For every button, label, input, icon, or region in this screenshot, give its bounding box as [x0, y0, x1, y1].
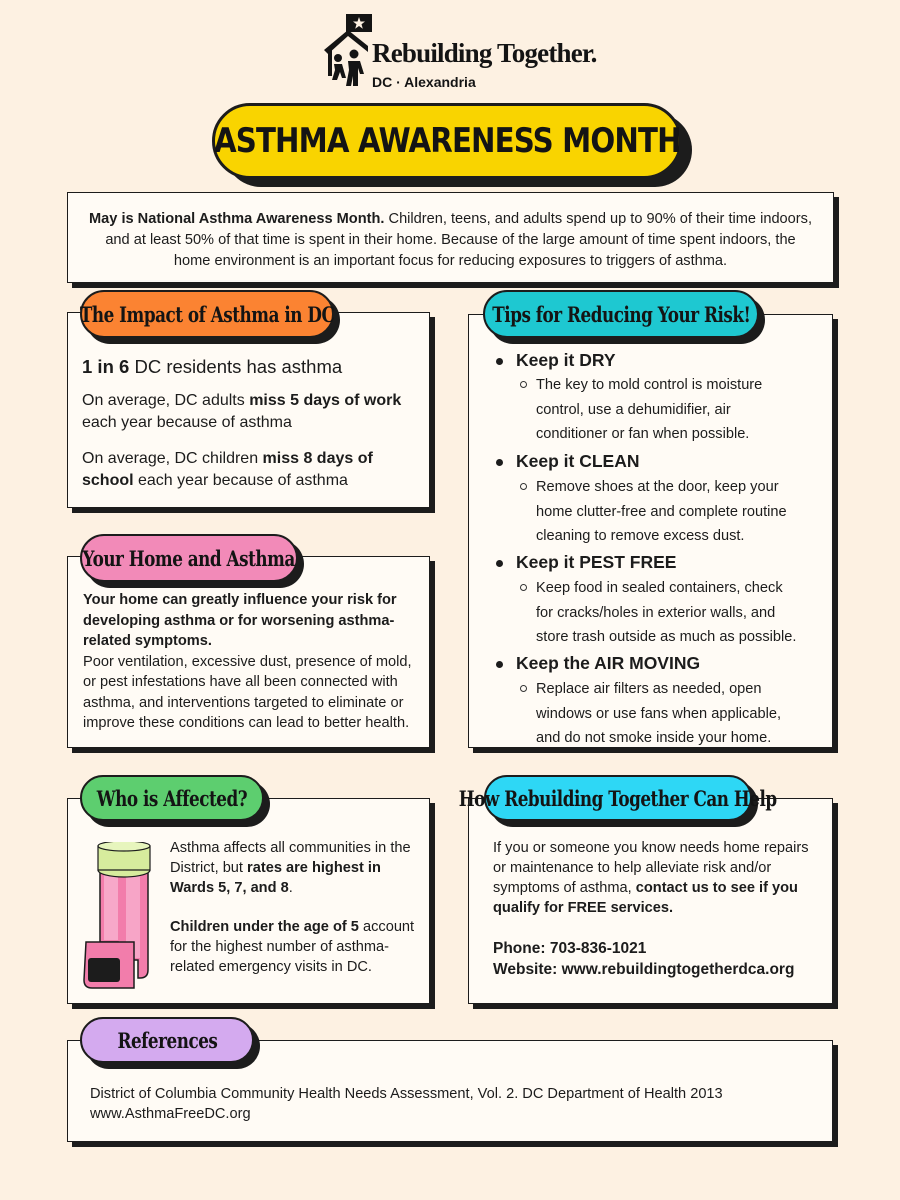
- tip-bullet: [496, 459, 503, 466]
- home-header-label: Your Home and Asthma: [82, 545, 296, 571]
- affected-text-2-bold: Children under the age of 5: [170, 919, 359, 935]
- tip-line: cleaning to remove excess dust.: [536, 528, 745, 544]
- reference-2: www.AsthmaFreeDC.org: [90, 1106, 251, 1122]
- tip-bullet: [496, 358, 503, 365]
- tip-subbullet: [520, 584, 527, 591]
- tip-line: Replace air filters as needed, open: [536, 681, 762, 697]
- home-bold: Your home can greatly influence your risk for developing asthma or for worsening asthma-related symptoms.: [83, 592, 397, 649]
- help-text: [493, 838, 823, 918]
- intro-text: Children, teens, and adults spend up to 90% of their time indoors, and at least 50% of that time is spent in their home. Because of the large amount of time spent indoors, the home environment is an important focus for reducing exposures to triggers of asthma.: [105, 211, 812, 269]
- impact-stat-1: [82, 355, 422, 379]
- help-text-pre: If you or someone you know needs home repairs or maintenance to help alleviate risk and/or symptoms of asthma,: [493, 840, 809, 896]
- page-title: ASTHMA AWARENESS MONTH: [213, 121, 681, 161]
- impact-stat-1-bold: 1 in 6: [82, 356, 130, 377]
- impact-header-label: The Impact of Asthma in DC: [79, 301, 335, 327]
- tip-line: for cracks/holes in exterior walls, and: [536, 604, 776, 621]
- tip-text-pest: [536, 576, 816, 650]
- home-text: [83, 590, 428, 734]
- impact-stat-3-pre: On average, DC children: [82, 450, 263, 467]
- inhaler-icon: [78, 842, 168, 992]
- tip-subbullet: [520, 685, 527, 692]
- affected-header-label: Who is Affected?: [96, 785, 248, 811]
- help-text-bold: contact us to see if you qualify for FREE services.: [493, 880, 798, 916]
- impact-stat-2-pre: On average, DC adults: [82, 392, 250, 409]
- tip-text-air: [536, 677, 816, 751]
- help-header: [459, 775, 777, 821]
- tip-heading: Keep it PEST FREE: [516, 552, 677, 572]
- impact-stat-3-bold: miss 8 days of school: [82, 450, 373, 489]
- affected-text-1-bold: rates are highest in Wards 5, 7, and 8: [170, 860, 381, 896]
- logo-subtitle: DC · Alexandria: [372, 74, 476, 90]
- affected-text-2: [170, 917, 420, 977]
- tip-line: Remove shoes at the door, keep your: [536, 479, 779, 495]
- references-header-label: References: [117, 1027, 217, 1053]
- affected-header: [80, 775, 264, 821]
- tip-line: and do not smoke inside your home.: [536, 730, 772, 746]
- tip-bullet: [496, 661, 503, 668]
- tip-line: The key to mold control is moisture: [536, 377, 763, 393]
- tip-line: Keep food in sealed containers, check: [536, 580, 783, 596]
- tip-bullet: [496, 560, 503, 567]
- logo-name: Rebuilding Together.: [372, 38, 597, 68]
- home-body: Poor ventilation, excessive dust, presence of mold, or pest infestations have all been connected with asthma, and interventions targeted to eliminate or improve these conditions can lead to better health.: [83, 653, 412, 731]
- tip-line: home clutter-free and complete routine: [536, 503, 787, 520]
- tips-header-label: Tips for Reducing Your Risk!: [491, 301, 751, 327]
- home-header: [80, 534, 298, 582]
- tip-line: control, use a dehumidifier, air: [536, 401, 731, 418]
- help-website: Website: www.rebuildingtogetherdca.org: [493, 961, 795, 978]
- tip-subbullet: [520, 483, 527, 490]
- help-phone: Phone: 703-836-1021: [493, 940, 647, 957]
- tip-text-clean: [536, 475, 816, 549]
- tip-heading: Keep it DRY: [516, 350, 616, 370]
- title-banner: [212, 103, 682, 179]
- affected-text-1-post: .: [288, 880, 293, 896]
- impact-stat-2-bold: miss 5 days of work: [249, 392, 402, 409]
- tip-subbullet: [520, 381, 527, 388]
- affected-text-1: [170, 838, 420, 898]
- impact-stat-1-text: DC residents has asthma: [129, 356, 343, 377]
- house-with-people-logo-icon: [320, 14, 372, 94]
- intro-panel: [67, 192, 834, 283]
- intro-bold: May is National Asthma Awareness Month.: [89, 211, 385, 227]
- tip-line: windows or use fans when applicable,: [536, 705, 781, 722]
- impact-stat-2: [82, 390, 418, 434]
- impact-stat-3-post: each year because of asthma: [133, 472, 348, 489]
- impact-stat-3: [82, 448, 402, 492]
- tip-heading: Keep the AIR MOVING: [516, 653, 701, 673]
- tip-text-dry: [536, 373, 816, 447]
- tip-heading: Keep it CLEAN: [516, 451, 640, 471]
- help-header-label: How Rebuilding Together Can Help: [459, 785, 777, 811]
- impact-header: [80, 290, 334, 338]
- affected-text-2-rest: account for the highest number of asthma-related emergency visits in DC.: [170, 919, 415, 975]
- affected-text-1-pre: Asthma affects all communities in the District, but: [170, 840, 411, 876]
- tip-line: conditioner or fan when possible.: [536, 426, 750, 442]
- tips-header: [483, 290, 759, 338]
- references-header: [80, 1017, 254, 1063]
- logo: [320, 14, 597, 94]
- tip-line: store trash outside as much as possible.: [536, 629, 797, 645]
- reference-1: District of Columbia Community Health Needs Assessment, Vol. 2. DC Department of Health 2013: [90, 1086, 723, 1102]
- impact-stat-2-post: each year because of asthma: [82, 414, 292, 431]
